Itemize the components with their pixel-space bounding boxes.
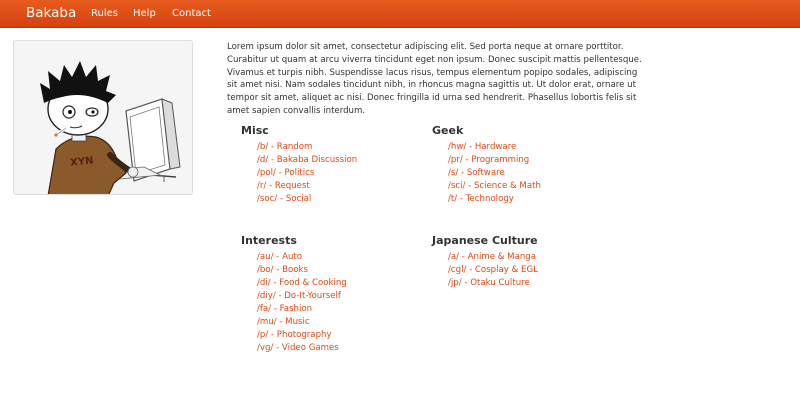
nav-link-rules[interactable]: Rules [91,8,118,19]
shirt-logo-text: XYN [69,155,94,169]
board-list-geek [448,141,541,206]
section-interests [241,234,347,355]
board-link-b[interactable]: /b/ - Random [257,142,313,152]
board-link-cgl[interactable]: /cgl/ - Cosplay & EGL [448,265,538,275]
board-link-sci[interactable]: /sci/ - Science & Math [448,181,541,191]
board-list-japanese-culture [448,251,538,290]
board-link-pol[interactable]: /pol/ - Politics [257,168,315,178]
section-geek [432,124,541,206]
board-link-r[interactable]: /r/ - Request [257,181,310,191]
navbar [0,0,800,28]
board-link-soc[interactable]: /soc/ - Social [257,194,312,204]
section-title-japanese-culture: Japanese Culture [432,234,538,247]
board-link-di[interactable]: /di/ - Food & Cooking [257,278,347,288]
section-japanese-culture [432,234,538,290]
board-link-p[interactable]: /p/ - Photography [257,330,332,340]
brand-link[interactable]: Bakaba [26,5,77,21]
section-title-misc: Misc [241,124,269,137]
section-misc [241,124,357,206]
board-list-interests [257,251,347,355]
board-link-fa[interactable]: /fa/ - Fashion [257,304,313,314]
board-link-pr[interactable]: /pr/ - Programming [448,155,530,165]
nav-link-help[interactable]: Help [133,8,156,19]
board-link-a[interactable]: /a/ - Anime & Manga [448,252,537,262]
board-link-vg[interactable]: /vg/ - Video Games [257,343,339,353]
board-link-jp[interactable]: /jp/ - Otaku Culture [448,278,530,288]
board-list-misc [257,141,357,206]
board-link-t[interactable]: /t/ - Technology [448,194,514,204]
mascot-image-frame [13,40,193,195]
nav-link-contact[interactable]: Contact [172,8,211,19]
board-link-d[interactable]: /d/ - Bakaba Discussion [257,155,358,165]
section-title-geek: Geek [432,124,464,137]
intro-paragraph: Lorem ipsum dolor sit amet, consectetur adipiscing elit. Sed porta neque at ornare porttitor. Curabitur ut quam at arcu viverra tincidunt eget non ipsum. Donec suscipit mattis pellentesque. Vivamus et turpis nibh. Suspendisse lacus risus, tempus elementum popipo sodales, adipiscing sit amet nisi. Nam sodales tincidunt nibh, in rhoncus magna sagittis ut. Ut dolor erat, ornare ut tempor sit amet, aliquet ac nisi. Donec fringilla id urna sed hendrerit. Phasellus lobortis felis sit amet sapien convallis interdum. [227,42,642,116]
section-title-interests: Interests [241,234,297,247]
board-link-au[interactable]: /au/ - Auto [257,252,303,262]
board-link-s[interactable]: /s/ - Software [448,168,505,178]
mascot-illustration [14,41,193,195]
board-link-bo[interactable]: /bo/ - Books [257,265,308,275]
board-link-diy[interactable]: /diy/ - Do-It-Yourself [257,291,341,301]
board-link-hw[interactable]: /hw/ - Hardware [448,142,517,152]
board-link-mu[interactable]: /mu/ - Music [257,317,310,327]
